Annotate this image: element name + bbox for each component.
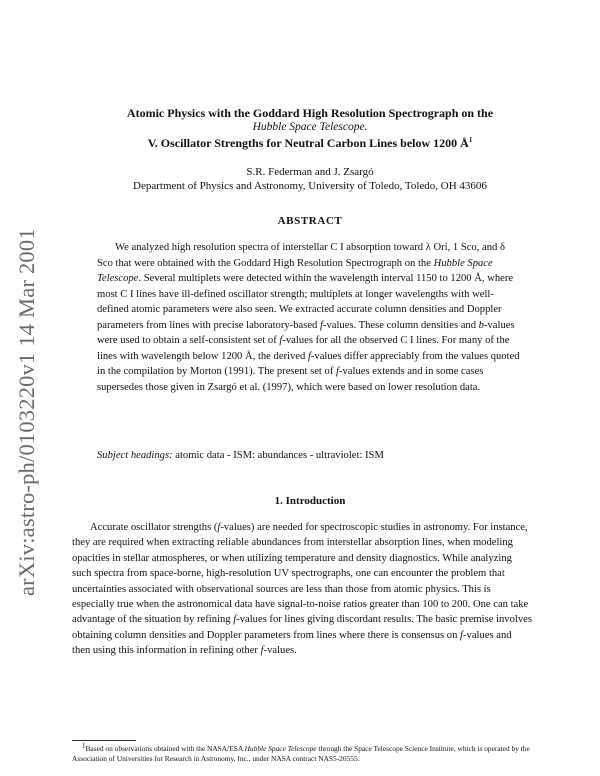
footnote-text-1: Based on observations obtained with the NASA/ESA	[85, 744, 245, 753]
intro-f-3: f	[460, 629, 463, 641]
abstract-heading: ABSTRACT	[277, 215, 343, 227]
abstract-text-3: -values. These column densities and	[322, 319, 479, 331]
abstract-f-2: f	[279, 335, 283, 346]
subject-headings	[97, 450, 523, 461]
intro-f-4: f	[260, 645, 264, 657]
arxiv-stamp	[14, 196, 44, 596]
abstract-text-4: -values were used to obtain a self-consistent set of	[97, 319, 515, 346]
arxiv-identifier: arXiv:astro-ph/0103220v1 14 Mar 2001	[14, 228, 39, 596]
abstract-b: b	[478, 319, 484, 331]
title-line-2: Hubble Space Telescope.	[252, 121, 368, 133]
intro-f-1: f	[217, 522, 221, 533]
introduction-body	[72, 520, 532, 659]
subject-label: Subject headings:	[97, 450, 173, 461]
abstract-f-1: f	[319, 319, 323, 331]
intro-text-2: -values) are needed for spectroscopic studies in astronomy. For instance, they are required when extracting reliable abundances from interstellar absorption lines, when modeling opacities in stellar atmospheres, or when utilizing temperature and density diagnostics. While analyzing such spectra from space-borne, high-resolution UV spectrographs, one can encounter the problem that uncertainties associated with observational sources are less than those from atomic physics. This is especially true when the astronomical data have signal-to-noise ratios greater than 100 to 200. One can take advantage of the situation by refining	[72, 522, 529, 626]
footnote-mark: 1	[82, 741, 86, 750]
intro-text-3: -values for lines giving discordant results. The basic premise involves obtaining column densities and Doppler parameters from lines where there is consensus on	[72, 614, 532, 641]
title-line-1: Atomic Physics with the Goddard High Resolution Spectrograph on the	[126, 106, 494, 120]
abstract-text-6: -values differ appreciably from the values quoted in the compilation by Morton (1991). The present set of	[97, 350, 520, 377]
abstract-text-2: . Several multiplets were detected within the wavelength interval 1150 to 1200 Å, where most C I lines have ill-defined oscillator strength; multiplets at longer wavelengths with well-defined atomic parameters were also seen. We extracted accurate column densities and Doppler parameters from lines with precise laboratory-based	[97, 273, 514, 331]
introduction-paragraph	[72, 520, 532, 659]
abstract-text-7: -values extends and in some cases supersedes those given in Zsargó et al. (1997), which were based on lower resolution data.	[97, 366, 484, 393]
abstract-hst: Hubble Space Telescope	[97, 257, 493, 284]
intro-f-2: f	[233, 614, 237, 626]
subject-text: atomic data - ISM: abundances - ultraviolet: ISM	[172, 450, 384, 461]
abstract-text-5: -values for all the observed C I lines. For many of the lines with wavelength below 1200 Å, the derived	[97, 335, 510, 362]
footnote	[72, 741, 532, 765]
abstract-paragraph	[97, 240, 523, 395]
abstract-text-1: We analyzed high resolution spectra of interstellar C I absorption toward λ Ori, 1 Sco, and δ Sco that were obtained with the Goddard High Resolution Spectrograph on the	[97, 242, 505, 269]
intro-text-5: -values.	[263, 645, 297, 657]
footnote-hst: Hubble Space Telescope	[244, 744, 317, 753]
abstract-body	[97, 240, 523, 395]
section-heading-introduction: 1. Introduction	[274, 495, 346, 507]
intro-text-1: Accurate oscillator strengths (	[90, 522, 218, 533]
intro-text-4: -values and then using this information in refining other	[72, 629, 512, 657]
authors: S.R. Federman and J. Zsargó	[246, 166, 374, 178]
title-line-3	[60, 136, 560, 151]
affiliation: Department of Physics and Astronomy, University of Toledo, Toledo, OH 43606	[133, 180, 487, 192]
title-footnote-mark: 1	[468, 136, 473, 144]
abstract-f-4: f	[336, 366, 339, 377]
title-line-3-text: V. Oscillator Strengths for Neutral Carbon Lines below 1200 Å	[147, 136, 469, 150]
footnote-text-2: through the Space Telescope Science Institute, which is operated by the Association of Universities for Research in Astronomy, Inc., under NASA contract NAS5-26555.	[72, 744, 530, 764]
abstract-f-3: f	[307, 350, 311, 362]
